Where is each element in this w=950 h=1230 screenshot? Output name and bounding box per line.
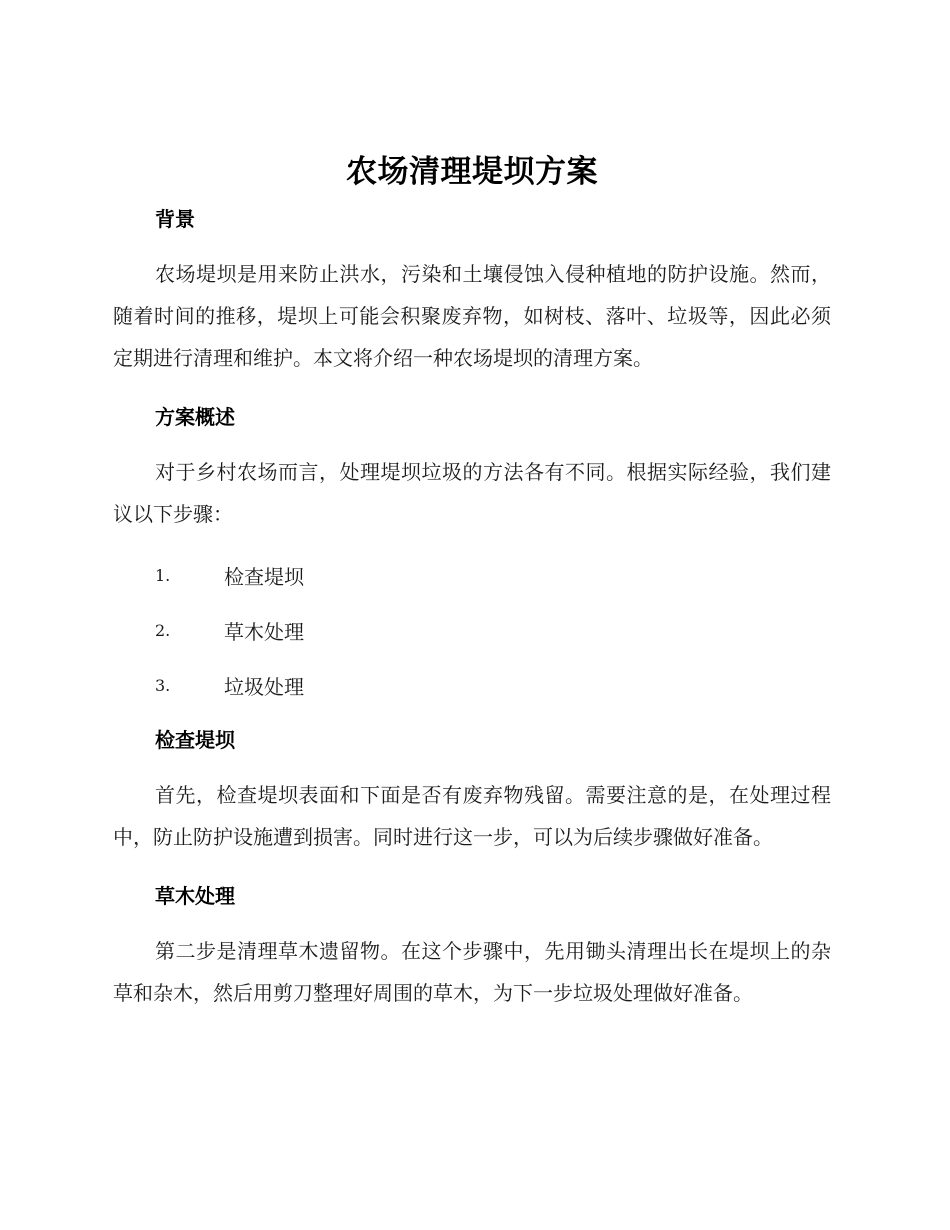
list-item-label: 垃圾处理 (224, 674, 304, 699)
section-paragraph-inspect: 首先，检查堤坝表面和下面是否有废弃物残留。需要注意的是，在处理过程中，防止防护设施遭到损害。同时进行这一步，可以为后续步骤做好准备。 (113, 783, 831, 849)
list-item-number: 1. (155, 565, 171, 585)
section-heading-background: 背景 (155, 207, 195, 231)
section-heading-overview: 方案概述 (155, 405, 235, 429)
document-title: 农场清理堤坝方案 (346, 154, 598, 190)
list-item (113, 560, 831, 590)
document-body (113, 148, 831, 1014)
section-paragraph-background: 农场堤坝是用来防止洪水，污染和土壤侵蚀入侵种植地的防护设施。然而，随着时间的推移，堤坝上可能会积聚废弃物，如树枝、落叶、垃圾等，因此必须定期进行清理和维护。本文将介绍一种农场堤坝的清理方案。 (113, 262, 831, 370)
steps-list (113, 560, 831, 700)
list-item-label: 草木处理 (224, 619, 304, 644)
list-item-number: 2. (155, 620, 171, 640)
list-item (113, 670, 831, 700)
section-heading-vegetation: 草木处理 (155, 884, 235, 908)
section-paragraph-overview: 对于乡村农场而言，处理堤坝垃圾的方法各有不同。根据实际经验，我们建议以下步骤： (113, 460, 831, 526)
section-heading-inspect: 检查堤坝 (155, 728, 235, 752)
list-item (113, 615, 831, 645)
list-item-label: 检查堤坝 (224, 564, 304, 589)
section-paragraph-vegetation: 第二步是清理草木遗留物。在这个步骤中，先用锄头清理出长在堤坝上的杂草和杂木，然后用剪刀整理好周围的草木，为下一步垃圾处理做好准备。 (113, 939, 831, 1005)
list-item-number: 3. (155, 675, 171, 695)
